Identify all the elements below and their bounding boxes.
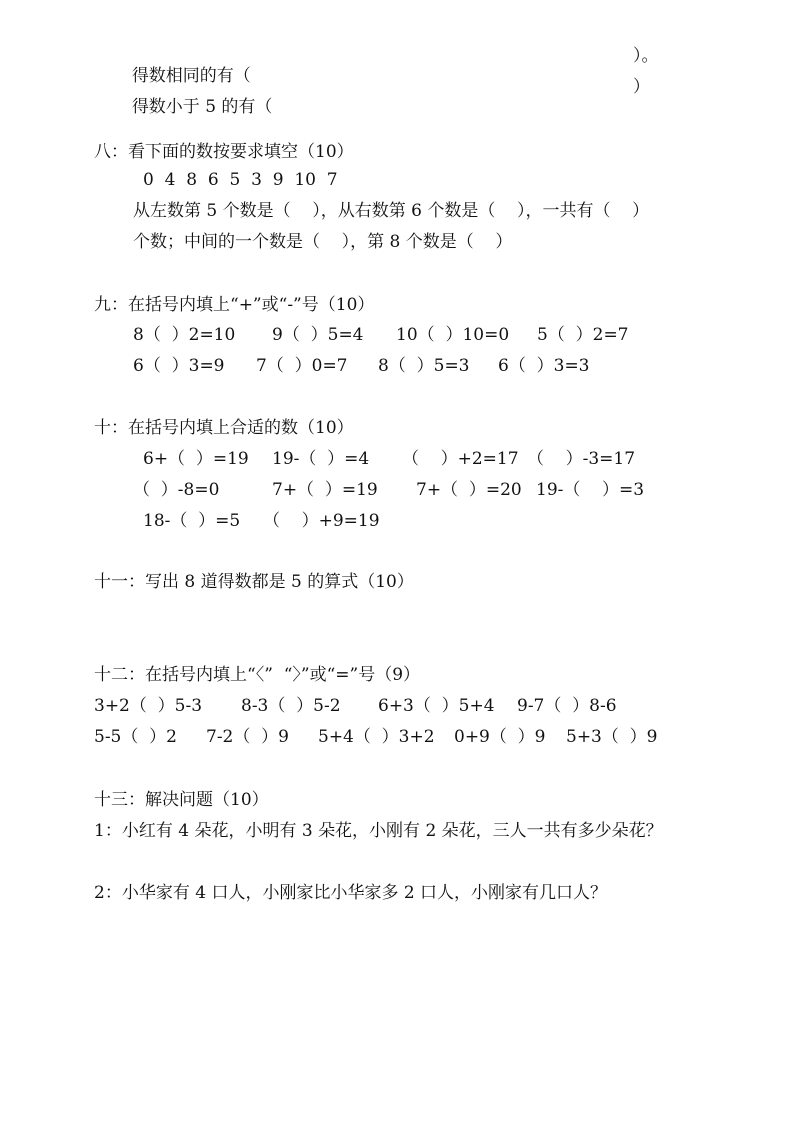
problem-1: 1：小红有 4 朵花，小明有 3 朵花，小刚有 2 朵花，三人一共有多少朵花？ — [94, 821, 663, 841]
comparison: 6+3（ ）5+4 — [378, 696, 495, 716]
equation: 19-（ ）=3 — [536, 480, 645, 500]
equation: 7+（ ）=19 — [272, 480, 378, 500]
equation: 9（ ）5=4 — [272, 325, 364, 345]
section-12-title: 十二：在括号内填上“〈” “〉”或“=”号（9） — [94, 665, 421, 685]
comparison: 8-3（ ）5-2 — [241, 696, 341, 716]
same-result-close: ）。 — [633, 46, 659, 66]
comparison: 3+2（ ）5-3 — [94, 696, 203, 716]
equation: （ ）-8=0 — [133, 480, 220, 500]
equation: （ ）-3=17 — [527, 449, 636, 469]
problem-2: 2：小华家有 4 口人，小刚家比小华家多 2 口人，小刚家有几口人？ — [94, 883, 608, 903]
section-8-title: 八：看下面的数按要求填空（10） — [94, 142, 354, 162]
comparison: 9-7（ ）8-6 — [517, 696, 617, 716]
equation: 19-（ ）=4 — [272, 449, 370, 469]
section-10-row-1 — [0, 449, 800, 469]
equation: 5（ ）2=7 — [537, 325, 629, 345]
equation: 8（ ）5=3 — [378, 356, 470, 376]
equation: 6（ ）3=3 — [498, 356, 590, 376]
equation: 6（ ）3=9 — [133, 356, 225, 376]
section-9-row-2 — [0, 356, 800, 376]
equation: 6+（ ）=19 — [143, 449, 249, 469]
section-12-row-2 — [0, 727, 800, 747]
section-12-row-1 — [0, 696, 800, 716]
same-result-label: 得数相同的有（ — [131, 66, 251, 86]
equation: 7+（ ）=20 — [416, 480, 522, 500]
equation: 8（ ）2=10 — [133, 325, 236, 345]
less-than-5-line — [121, 77, 272, 117]
less-than-5-close: ） — [633, 77, 650, 97]
section-10-title: 十：在括号内填上合适的数（10） — [94, 418, 354, 438]
section-13-title: 十三：解决问题（10） — [94, 790, 269, 810]
less-than-5-label: 得数小于 5 的有（ — [131, 97, 273, 117]
comparison: 5+3（ ）9 — [566, 727, 658, 747]
comparison: 5-5（ ）2 — [94, 727, 177, 747]
section-10-row-3 — [0, 511, 800, 531]
equation: 10（ ）10=0 — [396, 325, 510, 345]
comparison: 5+4（ ）3+2 — [318, 727, 435, 747]
comparison: 7-2（ ）9 — [206, 727, 289, 747]
section-8-question-1: 从左数第 5 个数是（ ），从右数第 6 个数是（ ），一共有（ ） — [133, 201, 650, 221]
section-10-row-2 — [0, 480, 800, 500]
section-8-question-2: 个数；中间的一个数是（ ），第 8 个数是（ ） — [133, 232, 513, 252]
equation: （ ）+9=19 — [263, 511, 380, 531]
equation: 18-（ ）=5 — [143, 511, 241, 531]
comparison: 0+9（ ）9 — [454, 727, 546, 747]
section-11-title: 十一：写出 8 道得数都是 5 的算式（10） — [94, 572, 414, 592]
equation: 7（ ）0=7 — [256, 356, 348, 376]
number-sequence: 0 4 8 6 5 3 9 10 7 — [143, 170, 338, 190]
section-9-row-1 — [0, 325, 800, 345]
equation: （ ）+2=17 — [402, 449, 519, 469]
section-9-title: 九：在括号内填上“+”或“-”号（10） — [94, 295, 375, 315]
